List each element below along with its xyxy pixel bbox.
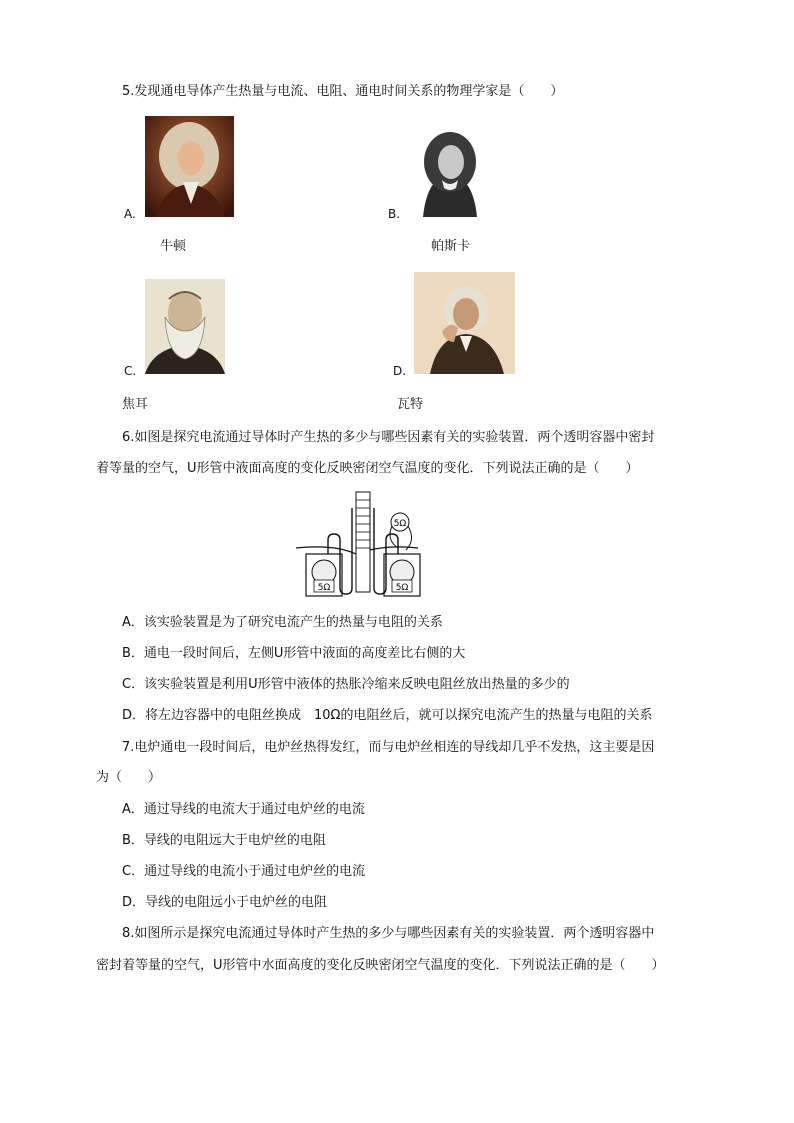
q8-stem-line1: 8.如图所示是探究电流通过导体时产生热的多少与哪些因素有关的实验装置．两个透明容器中 xyxy=(122,926,655,941)
q6-option-c: C．该实验装置是利用U形管中液体的热胀冷缩来反映电阻丝放出热量的多少的 xyxy=(122,677,570,692)
q5-option-a-name: 牛顿 xyxy=(160,239,187,254)
joule-heating-apparatus-figure xyxy=(294,488,424,598)
q5-option-a-letter: A. xyxy=(124,207,136,221)
q5-option-c-name: 焦耳 xyxy=(122,397,149,412)
portrait-newton xyxy=(145,116,234,217)
q6-stem-line2: 着等量的空气，U形管中液面高度的变化反映密闭空气温度的变化．下列说法正确的是（ ） xyxy=(96,461,639,476)
q7-option-a: A．通过导线的电流大于通过电炉丝的电流 xyxy=(122,802,365,817)
q7-stem-line2: 为（ ） xyxy=(96,770,162,785)
q7-stem-line1: 7.电炉通电一段时间后，电炉丝热得发红，而与电炉丝相连的导线却几乎不发热，这主要是因 xyxy=(122,740,655,755)
resistor-left-label: 5Ω xyxy=(317,583,331,593)
q5-option-d-letter: D. xyxy=(393,364,407,378)
resistor-right-label: 5Ω xyxy=(395,583,409,593)
q5-option-c-letter: C. xyxy=(124,364,137,378)
q8-stem-line2: 密封着等量的空气，U形管中水面高度的变化反映密闭空气温度的变化．下列说法正确的是（ ） xyxy=(96,958,665,973)
q6-option-b: B．通电一段时间后，左侧U形管中液面的高度差比右侧的大 xyxy=(122,646,466,661)
portrait-watt xyxy=(414,272,515,374)
q7-option-d: D．导线的电阻远小于电炉丝的电阻 xyxy=(122,895,328,910)
resistor-top-label: 5Ω xyxy=(393,519,407,529)
q5-option-b-letter: B. xyxy=(388,207,401,221)
q5-stem: 5.发现通电导体产生热量与电流、电阻、通电时间关系的物理学家是（ ） xyxy=(122,84,564,99)
q6-option-a: A．该实验装置是为了研究电流产生的热量与电阻的关系 xyxy=(122,615,443,630)
portrait-joule xyxy=(145,279,225,374)
q5-option-d-name: 瓦特 xyxy=(397,397,424,412)
portrait-pascal xyxy=(409,122,491,217)
q7-option-c: C．通过导线的电流小于通过电炉丝的电流 xyxy=(122,864,366,879)
q6-stem-line1: 6.如图是探究电流通过导体时产生热的多少与哪些因素有关的实验装置．两个透明容器中密封 xyxy=(122,430,655,445)
q5-option-b-name: 帕斯卡 xyxy=(431,239,471,254)
q6-option-d: D．将左边容器中的电阻丝换成 10Ω的电阻丝后，就可以探究电流产生的热量与电阻的关系 xyxy=(122,708,653,723)
q7-option-b: B．导线的电阻远大于电炉丝的电阻 xyxy=(122,833,326,848)
